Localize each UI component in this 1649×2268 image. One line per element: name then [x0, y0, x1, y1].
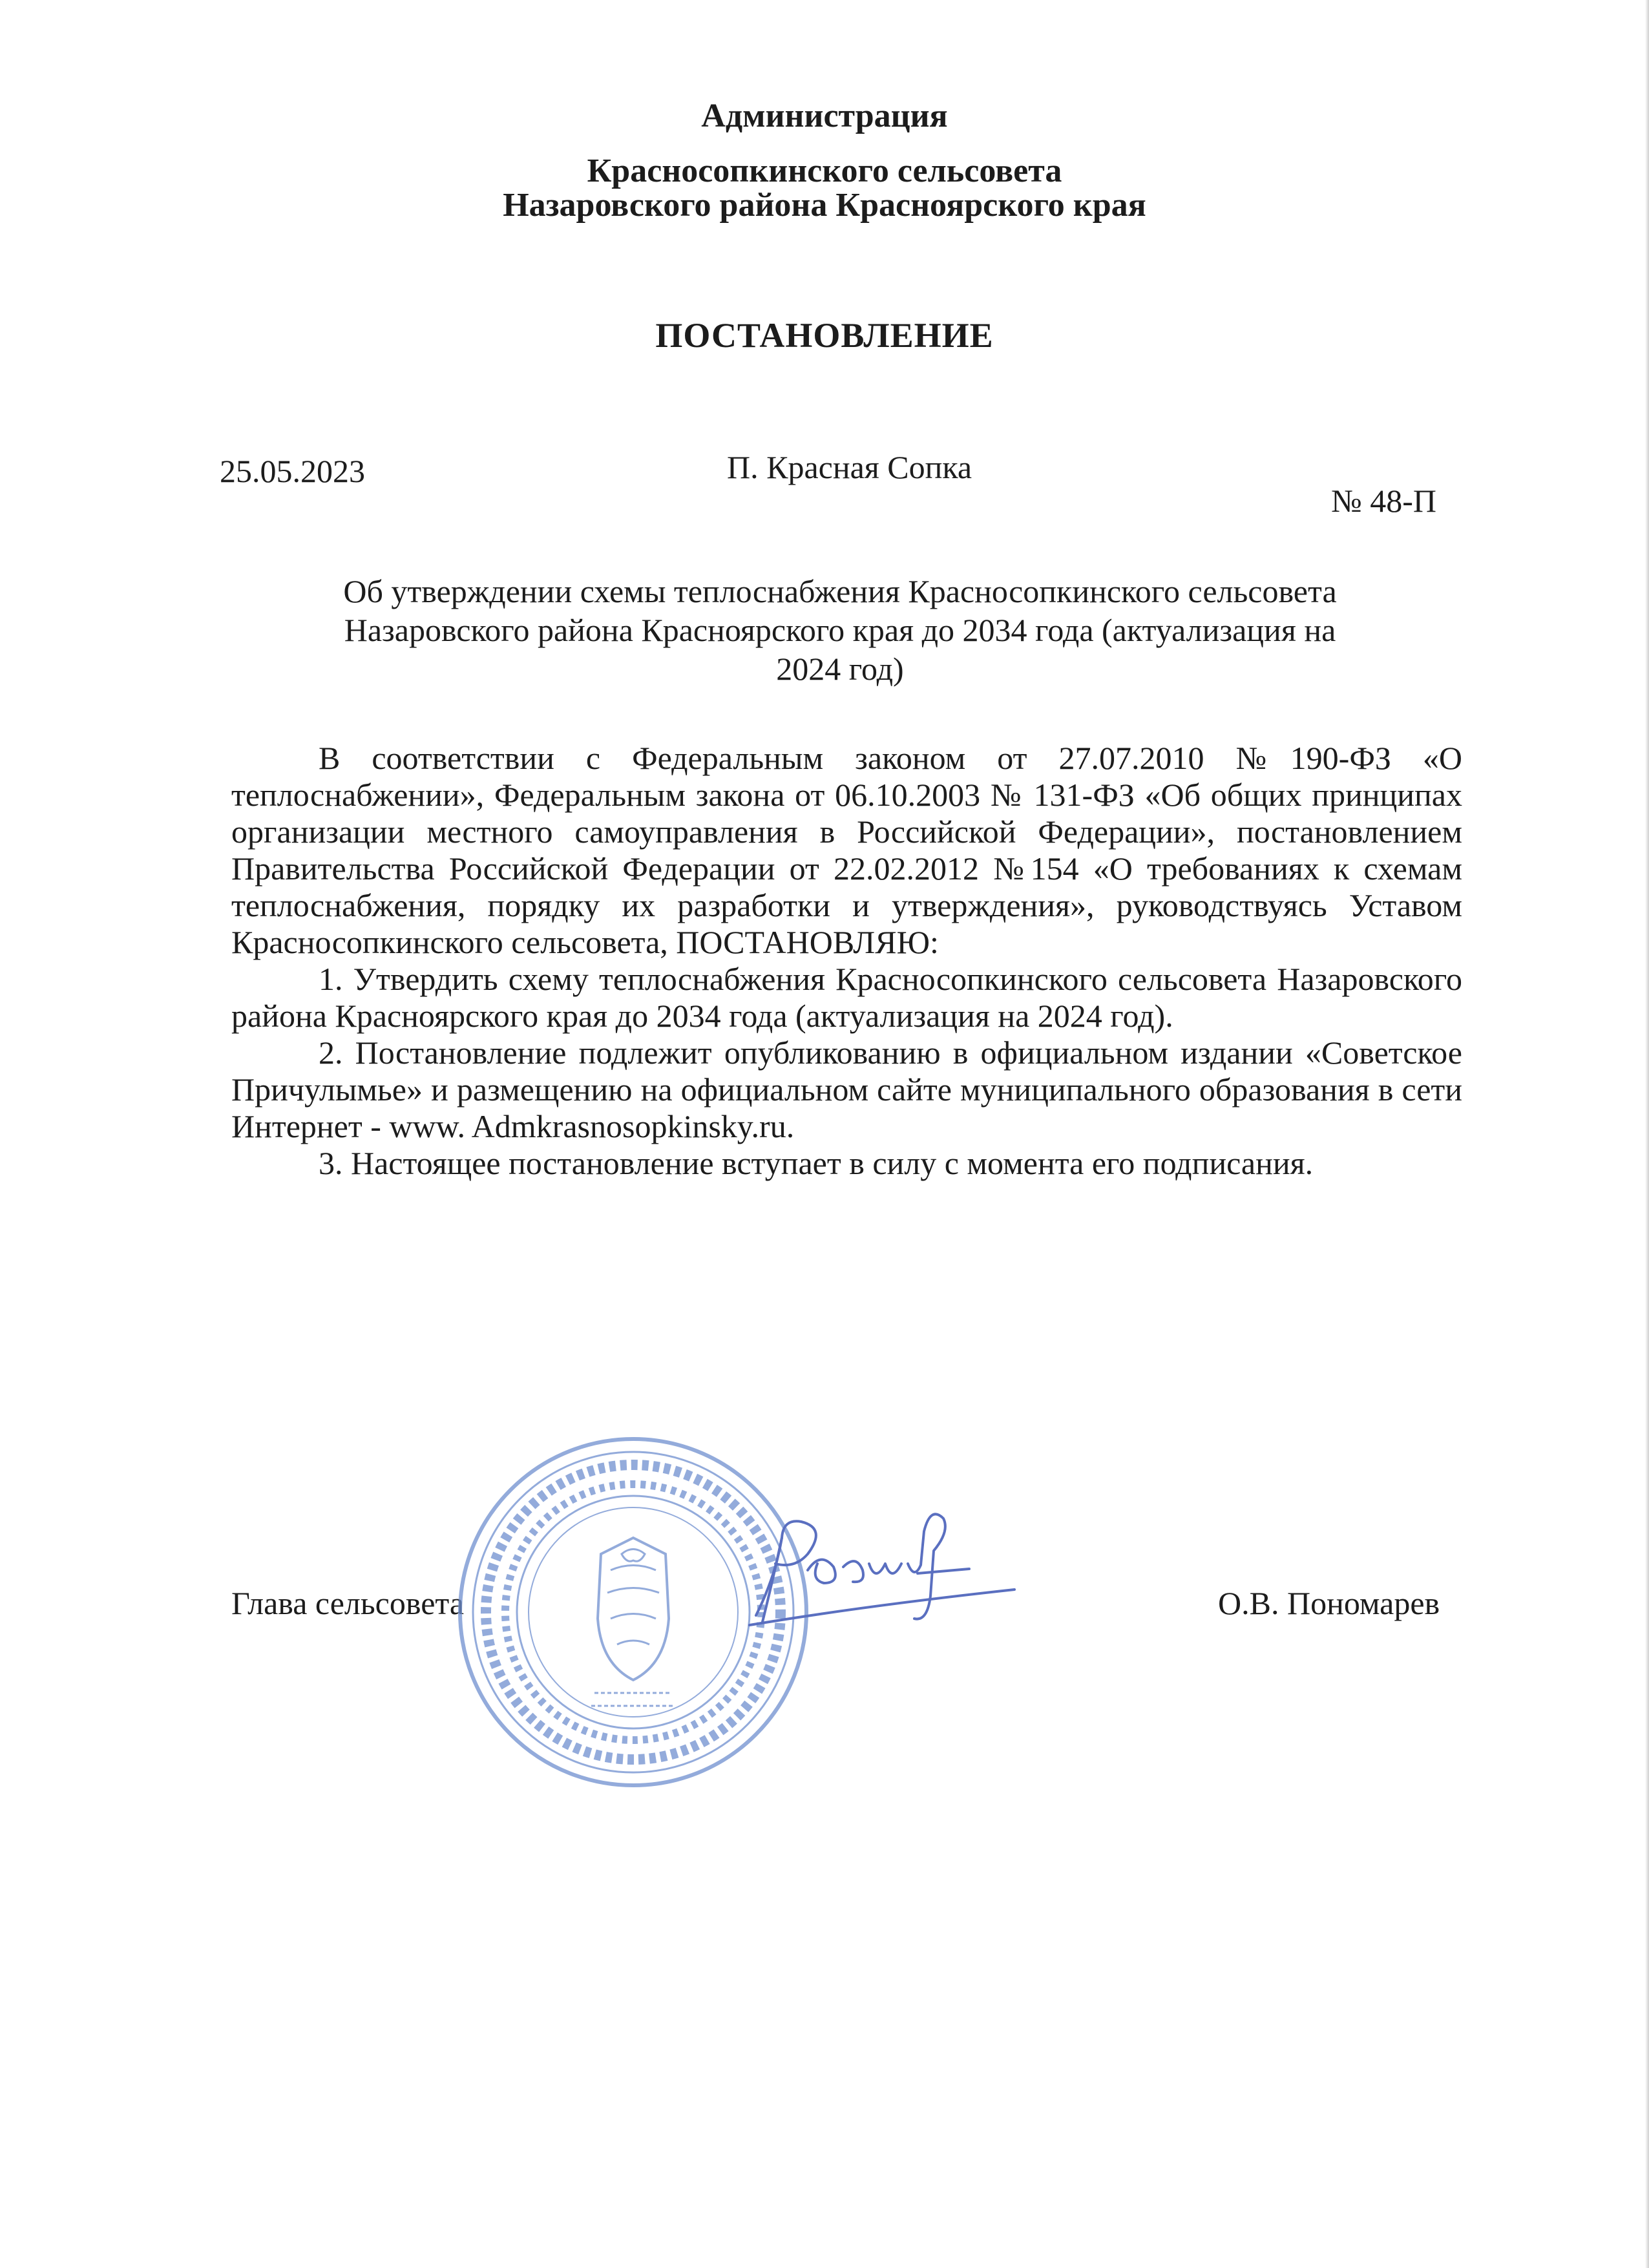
document-number: № 48-П [1331, 483, 1436, 519]
document-date: 25.05.2023 [220, 453, 365, 489]
body-paragraph-item-2: 2. Постановление подлежит опубликованию в официальном издании «Советское Причулымье» и размещению на официальном сайте муниципального образования в сети Интернет - www. Admkrasnosopkinsky.ru. [231, 1034, 1462, 1144]
document-body [231, 740, 1462, 1182]
document-place: П. Красная Сопка [727, 449, 972, 485]
subject-line-3: 2024 год) [776, 651, 904, 687]
signatory-role: Глава сельсовета [231, 1585, 465, 1621]
body-paragraph-item-1: 1. Утвердить схему теплоснабжения Красносопкинского сельсовета Назаровского района Красноярского края до 2034 года (актуализация на 2024 год). [231, 961, 1462, 1034]
handwritten-signature-icon [737, 1493, 1021, 1648]
signatory-name: О.В. Пономарев [1218, 1585, 1440, 1621]
header-council: Красносопкинского сельсовета [587, 152, 1062, 189]
document-title: ПОСТАНОВЛЕНИЕ [655, 316, 994, 355]
subject-line-2: Назаровского района Красноярского края до 2034 года (актуализация на [344, 612, 1336, 648]
header-administration: Администрация [701, 98, 948, 134]
document-subject [233, 572, 1447, 688]
body-paragraph-preamble: В соответствии с Федеральным законом от 27.07.2010 №190-ФЗ «О теплоснабжении», Федеральным закона от 06.10.2003 № 131-ФЗ «Об общих принципах организации местного самоуправления в Российской Федерации», постановлением Правительства Российской Федерации от 22.02.2012 №154 «О требованиях к схемам теплоснабжения, порядку их разработки и утверждения», руководствуясь Уставом Красносопкинского сельсовета, ПОСТАНОВЛЯЮ: [231, 740, 1462, 960]
body-paragraph-item-3: 3. Настоящее постановление вступает в силу с момента его подписания. [319, 1145, 1314, 1181]
subject-line-1: Об утверждении схемы теплоснабжения Красносопкинского сельсовета [343, 573, 1337, 609]
header-district: Назаровского района Красноярского края [503, 187, 1146, 224]
